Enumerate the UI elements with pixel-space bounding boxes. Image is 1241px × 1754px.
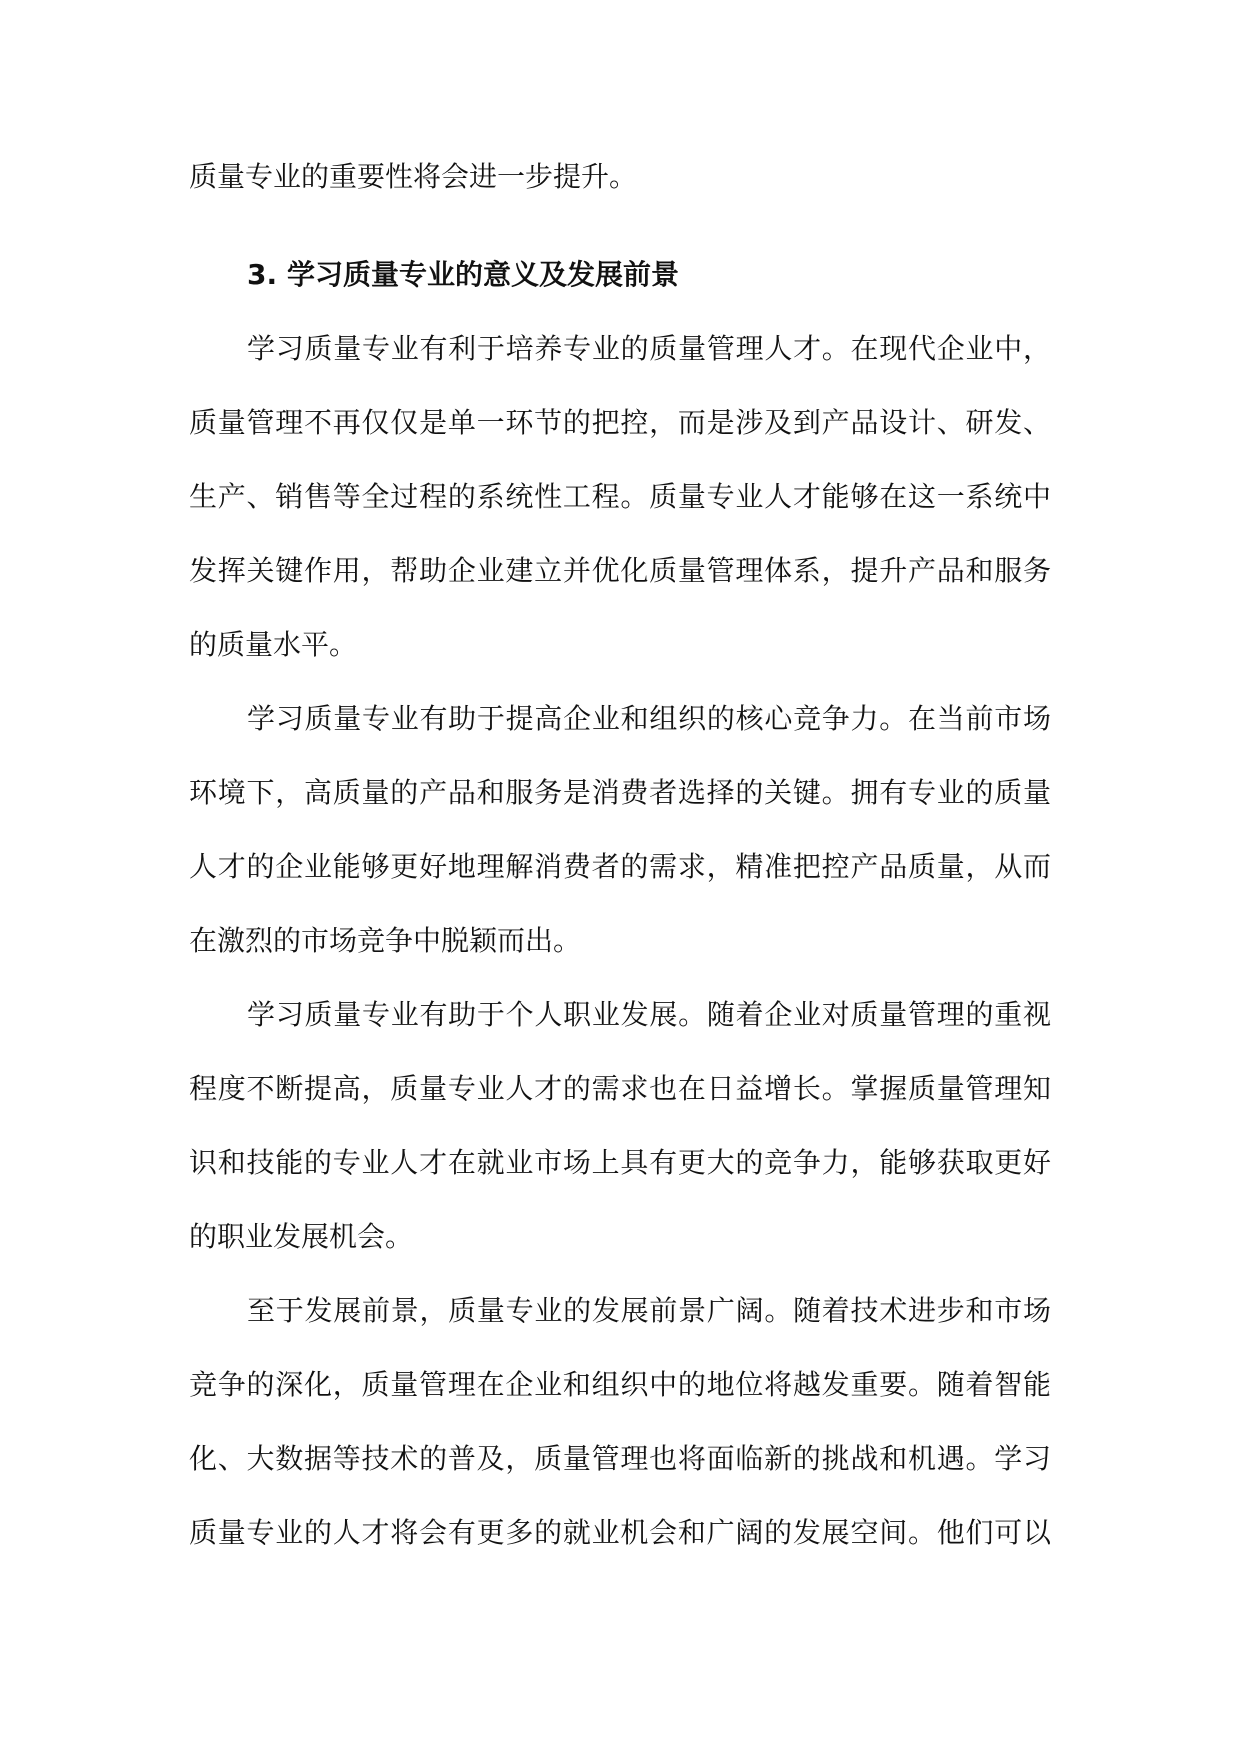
- paragraph-line: 学习质量专业有助于个人职业发展。随着企业对质量管理的重视: [247, 998, 1051, 1031]
- paragraph-line: 至于发展前景，质量专业的发展前景广阔。随着技术进步和市场: [247, 1294, 1051, 1327]
- paragraph-line: 化、大数据等技术的普及，质量管理也将面临新的挑战和机遇。学习: [189, 1442, 1051, 1475]
- paragraph-1: [189, 312, 1051, 682]
- paragraph-2: [189, 682, 1051, 978]
- paragraph-4: [189, 1274, 1051, 1570]
- paragraph-line: 质量专业的人才将会有更多的就业机会和广阔的发展空间。他们可以: [189, 1516, 1051, 1549]
- paragraph-line: 环境下，高质量的产品和服务是消费者选择的关键。拥有专业的质量: [189, 776, 1051, 809]
- paragraph-line: 识和技能的专业人才在就业市场上具有更大的竞争力，能够获取更好: [189, 1146, 1051, 1179]
- paragraph-line: 质量专业的重要性将会进一步提升。: [189, 160, 638, 193]
- section-heading: [189, 238, 1051, 312]
- paragraph-line: 的职业发展机会。: [189, 1220, 414, 1253]
- paragraph-line: 学习质量专业有助于提高企业和组织的核心竞争力。在当前市场: [247, 702, 1051, 735]
- section-number: 3.: [247, 258, 278, 291]
- paragraph-line: 人才的企业能够更好地理解消费者的需求，精准把控产品质量，从而: [189, 850, 1051, 883]
- paragraph-line: 程度不断提高，质量专业人才的需求也在日益增长。掌握质量管理知: [189, 1072, 1051, 1105]
- paragraph-line: 在激烈的市场竞争中脱颖而出。: [189, 924, 582, 957]
- paragraph-line: 竞争的深化，质量管理在企业和组织中的地位将越发重要。随着智能: [189, 1368, 1051, 1401]
- paragraph-line: 学习质量专业有利于培养专业的质量管理人才。在现代企业中，: [247, 332, 1051, 365]
- lead-paragraph: [189, 140, 1051, 214]
- document-body: [189, 140, 1051, 1570]
- paragraph-line: 发挥关键作用，帮助企业建立并优化质量管理体系，提升产品和服务: [189, 554, 1051, 587]
- paragraph-line: 质量管理不再仅仅是单一环节的把控，而是涉及到产品设计、研发、: [189, 406, 1051, 439]
- section-title: 学习质量专业的意义及发展前景: [287, 258, 680, 291]
- paragraph-3: [189, 978, 1051, 1274]
- paragraph-line: 生产、销售等全过程的系统性工程。质量专业人才能够在这一系统中: [189, 480, 1051, 513]
- paragraph-line: 的质量水平。: [189, 628, 358, 661]
